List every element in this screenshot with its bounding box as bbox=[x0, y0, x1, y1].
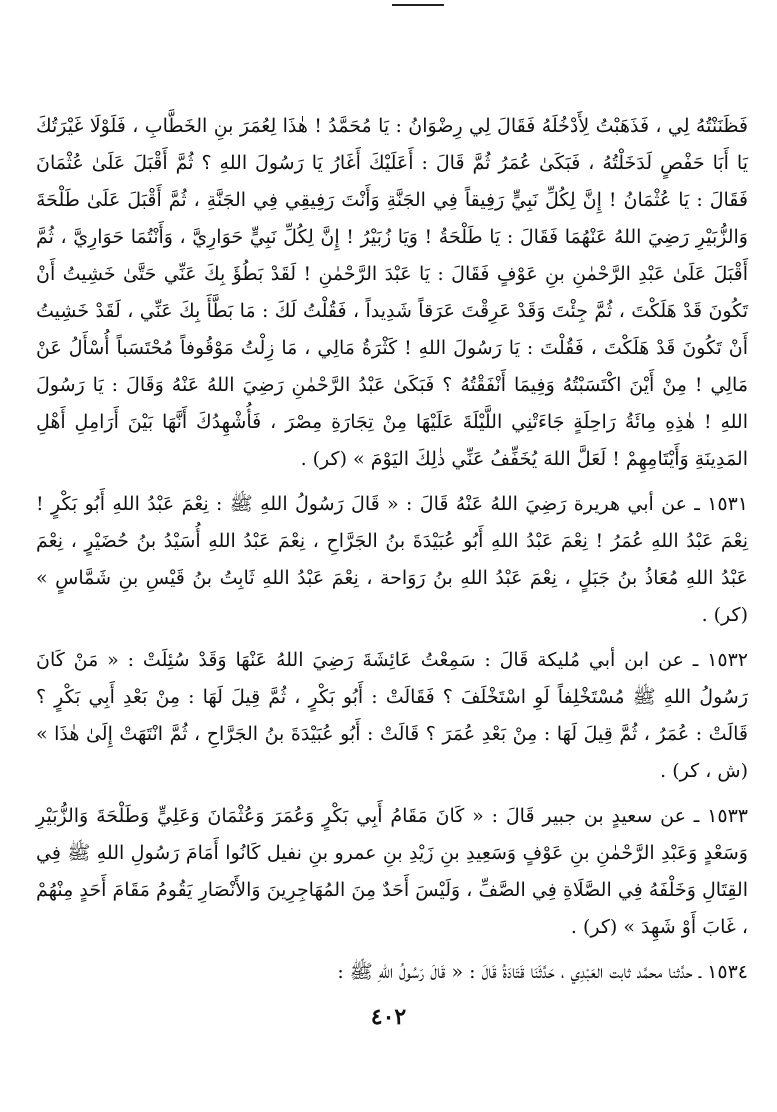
hadith-1531: ١٥٣١ ـ عن أبي هريرة رَضِيَ اللهُ عَنْهُ قَالَ : « قَالَ رَسُولُ اللهِ ﷺ : نِعْمَ عَبْدُ اللهِ أَبُو بَكْرٍ ! نِعْمَ عَبْدُ اللهِ عُمَرُ ! نِعْمَ عَبْدُ اللهِ أَبُو عُبَيْدَةَ بنُ الجَرَّاحِ ، نِعْمَ عَبْدُ اللهِ أُسَيْدُ بنُ حُضَيْرٍ ، نِعْمَ عَبْدُ اللهِ مُعَاذُ بنُ جَبَلٍ ، نِعْمَ عَبْدُ اللهِ بنُ رَوَاحة ، نِعْمَ عَبْدُ اللهِ ثَابِتُ بنُ قَيْسِ بنِ شَمَّاسٍ » (كر) . bbox=[36, 493, 748, 626]
paragraph-continuation: فَظَنَنْتُهُ لِي ، فَذَهَبْتُ لِأَدْخُلَهُ فَقَالَ لِي رِضْوَانُ : يَا مُحَمَّدُ ! هٰذَا لِعُمَرَ بنِ الخَطَّابِ ، فَلَوْلَا غَيْرَتُكَ يَا أَبَا حَفْصٍ لَدَخَلْتُهُ ، فَبَكَىٰ عُمَرُ ثُمَّ قَالَ : أَعَلَيْكَ أَغَارُ يَا رَسُولَ اللهِ ؟ ثُمَّ أَقْبَلَ عَلَىٰ عُثْمَانَ فَقَالَ : يَا عُثْمَانُ ! إِنَّ لِكُلِّ نَبِيٍّ رَفِيقاً فِي الجَنَّةِ وَأَنْتَ رَفِيقِي فِي الجَنَّةِ ، ثُمَّ أَقْبَلَ عَلَىٰ طَلْحَةَ وَالزُّبَيْرِ رَضِيَ اللهُ عَنْهُمَا فَقَالَ : يَا طَلْحَةُ ! وَيَا زُبَيْرُ ! إِنَّ لِكُلِّ نَبِيٍّ حَوَارِيَّ ، وَأَنْتُمَا حَوَارِيَّ ، ثُمَّ أَقْبَلَ عَلَىٰ عَبْدِ الرَّحْمٰنِ بنِ عَوْفٍ فَقَالَ : يَا عَبْدَ الرَّحْمٰنِ ! لَقَدْ بَطُؤَ بِكَ عَنِّي حَتَّىٰ خَشِيتُ أَنْ تَكُونَ قَدْ هَلَكْتَ ، ثُمَّ جِئْتَ وَقَدْ عَرِقْتَ عَرَقاً شَدِيداً ، فَقُلْتُ لَكَ : مَا بَطَّأَ بِكَ عَنِّي ، لَقَدْ خَشِيتُ أَنْ تَكُونَ قَدْ هَلَكْتَ ، فَقُلْتَ : يَا رَسُولَ اللهِ ! كَثْرَةُ مَالِي ، مَا زِلْتُ مَوْقُوفاً مُحْتَسَباً أُسْأَلُ عَنْ مَالِي ! مِنْ أَيْنَ اكْتَسَبْتُهُ وَفِيمَا أَنْفَقْتُهُ ؟ فَبَكَىٰ عَبْدُ الرَّحْمٰنِ رَضِيَ اللهُ عَنْهُ وَقَالَ : يَا رَسُولَ اللهِ ! هٰذِهِ مِائَةُ رَاحِلَةٍ جَاءَتْنِي اللَّيْلَةَ عَلَيْهَا مِنْ تِجَارَةِ مِصْرَ ، فَأُشْهِدُكَ أَنَّهَا بَيْنَ أَرَامِلِ أَهْلِ المَدِينَةِ وَأَيْتَامِهِمْ ! لَعَلَّ اللهَ يُخَفِّفُ عَنِّي ذٰلِكَ اليَوْمَ » (كر) . bbox=[36, 115, 748, 470]
header-rule bbox=[392, 4, 444, 6]
page-number: ٤٠٢ bbox=[370, 1004, 407, 1030]
hadith-1533: ١٥٣٣ ـ عن سعيدٍ بن جبير قَالَ : « كَانَ مَقَامُ أَبِي بَكْرٍ وَعُمَرَ وَعُثْمَانَ وَعَلِيٍّ وَطَلْحَةَ وَالزُّبَيْرِ وَسَعْدٍ وَعَبْدِ الرَّحْمٰنِ بنِ عَوْفٍ وَسَعِيدِ بنِ زَيْدِ بنِ عمرو بنِ نفيل كَانُوا أَمَامَ رَسُولِ اللهِ ﷺ فِي القِتَالِ وَخَلْفَهُ فِي الصَّلَاةِ فِي الصَّفِّ ، وَلَيْسَ أَحَدٌ مِنَ المُهَاجِرِينَ وَالأَنْصَارِ يَقُومُ مَقَامَ أَحَدٍ مِنْهُمْ ، غَابَ أَوْ شَهِدَ » (كر) . bbox=[36, 805, 748, 938]
body-text bbox=[36, 108, 748, 991]
hadith-1534: ١٥٣٤ ـ حدَّثنا محمَّد ثابت العَبْدِي ، حَدَّثَنَا قَتَادَةُ قَالَ : « قَالَ رَسُولُ اللهِ ﷺ : bbox=[337, 961, 748, 983]
hadith-1532: ١٥٣٢ ـ عن ابن أبي مُليكة قَالَ : سَمِعْتُ عَائِشَةَ رَضِيَ اللهُ عَنْهَا وَقَدْ سُئِلَتْ : « مَنْ كَانَ رَسُولُ اللهِ ﷺ مُسْتَخْلِفاً لَوِ اسْتَخْلَفَ ؟ فَقَالَتْ : أَبُو بَكْرٍ ، ثُمَّ قِيلَ لَهَا : مِنْ بَعْدِ أَبِي بَكْرٍ ؟ قَالَتْ : عُمَرُ ، ثُمَّ قِيلَ لَهَا : مِنْ بَعْدِ عُمَرَ ؟ قَالَتْ : أَبُو عُبَيْدَةَ بنُ الجَرَّاحِ ، ثُمَّ انْتَهَتْ إِلَىٰ هٰذَا » (ش ، كر) . bbox=[36, 649, 748, 782]
